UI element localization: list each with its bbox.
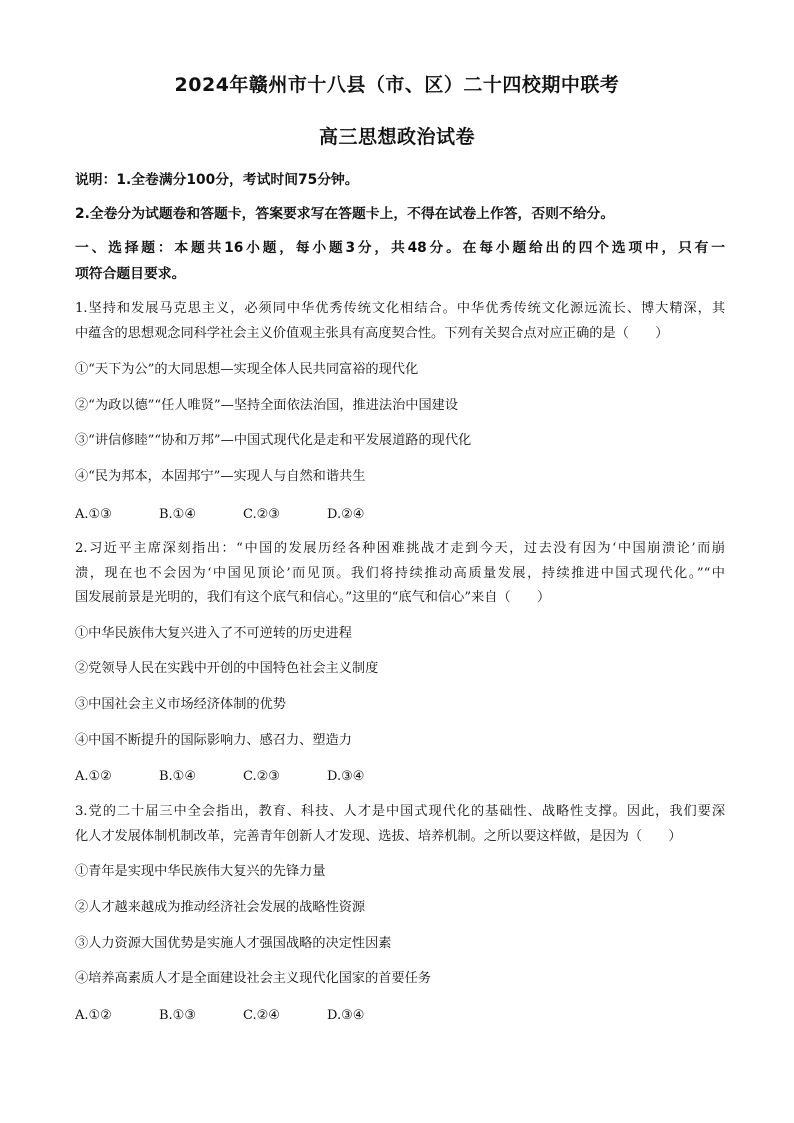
- instructions-line-1: 说明：1.全卷满分100分，考试时间75分钟。: [75, 172, 359, 188]
- q3-item-3: ③人力资源大国优势是实施人才强国战略的决定性因素: [75, 936, 392, 951]
- q2-options: [75, 769, 411, 785]
- section-heading-line-1: 一、选择题：本题共16小题，每小题3分，共48分。在每小题给出的四个选项中，只有一: [75, 240, 725, 256]
- q1-item-3: ③“讲信修睦”“协和万邦”—中国式现代化是走和平发展道路的现代化: [75, 433, 472, 448]
- instructions-line-2: 2.全卷分为试题卷和答题卡，答案要求写在答题卡上，不得在试卷上作答，否则不给分。: [75, 206, 615, 222]
- q1-option-c[interactable]: C.②③: [243, 507, 280, 522]
- q2-item-4: ④中国不断提升的国际影响力、感召力、塑造力: [75, 733, 352, 748]
- q3-option-b[interactable]: B.①③: [159, 1008, 196, 1023]
- exam-subtitle: 高三思想政治试卷: [318, 126, 475, 148]
- q3-item-1: ①青年是实现中华民族伟大复兴的先锋力量: [75, 864, 326, 879]
- q1-stem-line-2: 中蕴含的思想观念同科学社会主义价值观主张具有高度契合性。下列有关契合点对应正确的是（ ）: [75, 326, 669, 341]
- q2-stem-line-1: 2.习近平主席深刻指出：“中国的发展历经各种困难挑战才走到今天，过去没有因为‘中国崩溃论’而崩: [75, 541, 725, 556]
- q2-stem-line-3: 国发展前景是光明的，我们有这个底气和信心。”这里的“底气和信心”来自（ ）: [75, 590, 551, 605]
- q2-item-1: ①中华民族伟大复兴进入了不可逆转的历史进程: [75, 626, 352, 641]
- section-heading-line-2: 项符合题目要求。: [75, 266, 186, 282]
- q1-stem-line-1: 1.坚持和发展马克思主义，必须同中华优秀传统文化相结合。中华优秀传统文化源远流长、博大精深，其: [75, 301, 725, 316]
- exam-title: 2024年赣州市十八县（市、区）二十四校期中联考: [174, 74, 620, 96]
- q3-item-2: ②人才越来越成为推动经济社会发展的战略性资源: [75, 900, 366, 915]
- q2-option-d[interactable]: D.③④: [327, 769, 365, 784]
- q3-option-c[interactable]: C.②④: [243, 1008, 280, 1023]
- q1-item-1: ①“天下为公”的大同思想—实现全体人民共同富裕的现代化: [75, 362, 419, 377]
- q1-option-a[interactable]: A.①③: [75, 507, 112, 522]
- q2-item-2: ②党领导人民在实践中开创的中国特色社会主义制度: [75, 661, 379, 676]
- q3-option-d[interactable]: D.③④: [327, 1008, 365, 1023]
- q1-options: [75, 507, 411, 523]
- q1-item-4: ④“民为邦本，本固邦宁”—实现人与自然和谐共生: [75, 469, 366, 484]
- q3-item-4: ④培养高素质人才是全面建设社会主义现代化国家的首要任务: [75, 971, 432, 986]
- q2-option-b[interactable]: B.①④: [159, 769, 196, 784]
- q2-stem-line-2: 溃，现在也不会因为‘中国见顶论’而见顶。我们将持续推动高质量发展，持续推进中国式现代化。”“中: [75, 566, 725, 581]
- q2-item-3: ③中国社会主义市场经济体制的优势: [75, 697, 286, 712]
- q1-option-b[interactable]: B.①④: [159, 507, 196, 522]
- q3-stem-line-2: 化人才发展体制机制改革，完善青年创新人才发现、选拔、培养机制。之所以要这样做，是因为（ ）: [75, 829, 682, 844]
- q3-options: [75, 1008, 411, 1024]
- q3-stem-line-1: 3.党的二十届三中全会指出，教育、科技、人才是中国式现代化的基础性、战略性支撑。因此，我们要深: [75, 804, 725, 819]
- q2-option-c[interactable]: C.②③: [243, 769, 280, 784]
- q3-option-a[interactable]: A.①②: [75, 1008, 112, 1023]
- q1-option-d[interactable]: D.②④: [327, 507, 365, 522]
- q1-item-2: ②“为政以德”“任人唯贤”—坚持全面依法治国，推进法治中国建设: [75, 398, 459, 413]
- q2-option-a[interactable]: A.①②: [75, 769, 112, 784]
